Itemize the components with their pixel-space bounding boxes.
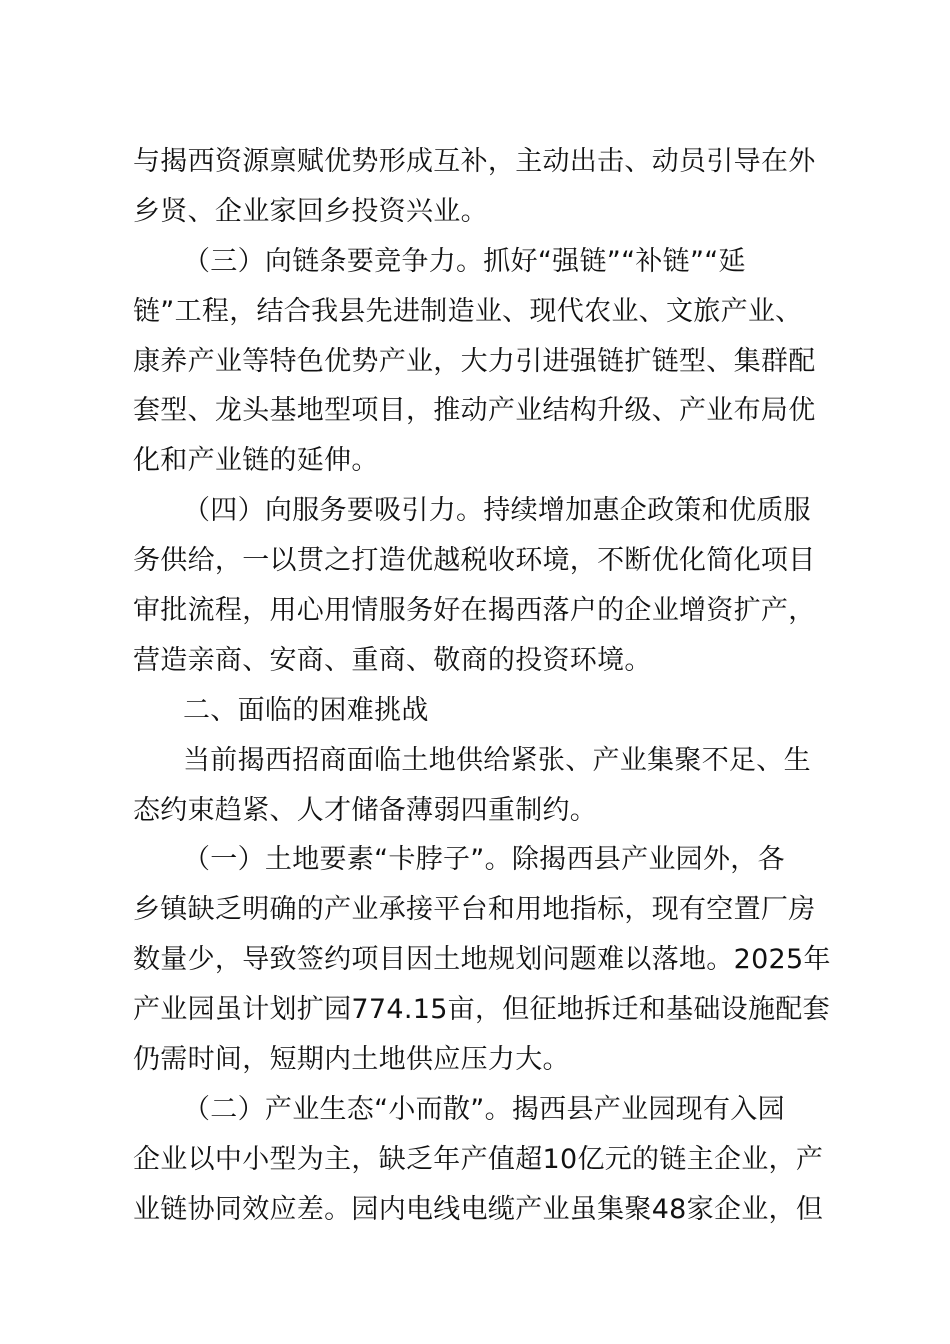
text-line: 二、面临的困难挑战 xyxy=(183,694,429,726)
text-line: 业链协同效应差。园内电线电缆产业虽集聚48家企业，但 xyxy=(133,1193,824,1225)
text-line: （一）土地要素“卡脖子”。除揭西县产业园外，各 xyxy=(183,844,785,876)
text-line: 营造亲商、安商、重商、敬商的投资环境。 xyxy=(133,644,652,676)
text-line: 态约束趋紧、人才储备薄弱四重制约。 xyxy=(133,794,598,826)
text-line: 乡镇缺乏明确的产业承接平台和用地指标，现有空置厂房 xyxy=(133,894,816,926)
text-line: 产业园虽计划扩园774.15亩，但征地拆迁和基础设施配套 xyxy=(133,994,830,1026)
document-body xyxy=(133,137,853,1235)
text-line: 数量少，导致签约项目因土地规划问题难以落地。2025年 xyxy=(133,944,831,976)
text-line: 仍需时间，短期内土地供应压力大。 xyxy=(133,1044,570,1076)
text-line: 链”工程，结合我县先进制造业、现代农业、文旅产业、 xyxy=(133,295,803,327)
text-line: 企业以中小型为主，缺乏年产值超10亿元的链主企业，产 xyxy=(133,1143,824,1175)
text-line: 康养产业等特色优势产业，大力引进强链扩链型、集群配 xyxy=(133,345,816,377)
text-line: （二）产业生态“小而散”。揭西县产业园现有入园 xyxy=(183,1093,785,1125)
text-line: （三）向链条要竞争力。抓好“强链”“补链”“延 xyxy=(183,245,746,277)
text-line: 化和产业链的延伸。 xyxy=(133,445,379,477)
text-line: 乡贤、企业家回乡投资兴业。 xyxy=(133,195,488,227)
text-line: 套型、龙头基地型项目，推动产业结构升级、产业布局优 xyxy=(133,395,816,427)
text-line: （四）向服务要吸引力。持续增加惠企政策和优质服 xyxy=(183,495,811,527)
text-line: 审批流程，用心用情服务好在揭西落户的企业增资扩产， xyxy=(133,595,816,627)
text-line: 务供给，一以贯之打造优越税收环境，不断优化简化项目 xyxy=(133,545,816,577)
text-line: 与揭西资源禀赋优势形成互补，主动出击、动员引导在外 xyxy=(133,146,816,177)
text-line: 当前揭西招商面临土地供给紧张、产业集聚不足、生 xyxy=(183,744,811,776)
